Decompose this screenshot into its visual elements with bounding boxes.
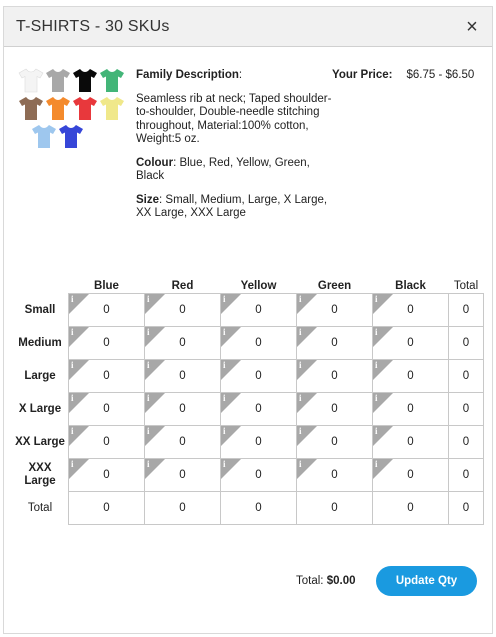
tshirt-swatch-icon bbox=[99, 95, 125, 121]
quantity-cell[interactable] bbox=[373, 360, 449, 393]
size-info: Size: Small, Medium, Large, X Large, XX Large, XXX Large bbox=[136, 193, 328, 219]
quantity-cell[interactable] bbox=[145, 393, 221, 426]
info-icon: i bbox=[71, 459, 74, 469]
quantity-cell[interactable] bbox=[69, 360, 145, 393]
modal-header bbox=[4, 7, 492, 47]
close-icon[interactable]: × bbox=[466, 15, 478, 38]
quantity-value: 0 bbox=[103, 403, 110, 415]
quantity-cell[interactable] bbox=[145, 459, 221, 492]
price-label: Your Price: bbox=[332, 69, 393, 81]
info-icon: i bbox=[299, 360, 302, 370]
quantity-cell[interactable] bbox=[221, 426, 297, 459]
tshirt-swatch-icon bbox=[45, 95, 71, 121]
info-icon: i bbox=[223, 294, 226, 304]
quantity-cell[interactable] bbox=[145, 360, 221, 393]
info-icon: i bbox=[375, 327, 378, 337]
family-description-heading: Family Description: bbox=[136, 69, 243, 81]
info-icon: i bbox=[223, 459, 226, 469]
info-icon: i bbox=[299, 426, 302, 436]
tshirt-swatch-icon bbox=[99, 67, 125, 93]
info-icon: i bbox=[147, 426, 150, 436]
modal-title: T-SHIRTS - 30 SKUs bbox=[16, 17, 170, 35]
grid-corner bbox=[12, 276, 69, 294]
quantity-value: 0 bbox=[179, 436, 186, 448]
row-header-size: X Large bbox=[18, 402, 62, 415]
quantity-cell[interactable] bbox=[69, 459, 145, 492]
info-icon: i bbox=[71, 294, 74, 304]
swatch-row bbox=[18, 67, 128, 95]
quantity-cell[interactable] bbox=[221, 327, 297, 360]
quantity-value: 0 bbox=[407, 469, 414, 481]
quantity-value: 0 bbox=[179, 403, 186, 415]
row-total-cell: 0 bbox=[449, 426, 484, 459]
tshirt-swatch-icon bbox=[45, 67, 71, 93]
quantity-cell[interactable] bbox=[297, 459, 373, 492]
tshirt-swatch-icon bbox=[31, 123, 57, 149]
quantity-value: 0 bbox=[103, 469, 110, 481]
modal-footer bbox=[4, 565, 492, 601]
row-total-cell: 0 bbox=[449, 459, 484, 492]
info-icon: i bbox=[223, 426, 226, 436]
row-header-size: XXX Large bbox=[24, 462, 56, 487]
info-icon: i bbox=[147, 360, 150, 370]
quantity-cell[interactable] bbox=[145, 294, 221, 327]
order-total: Total: $0.00 bbox=[296, 575, 356, 587]
info-icon: i bbox=[299, 294, 302, 304]
quantity-cell[interactable] bbox=[221, 459, 297, 492]
quantity-value: 0 bbox=[255, 370, 262, 382]
info-icon: i bbox=[147, 459, 150, 469]
quantity-cell[interactable] bbox=[221, 393, 297, 426]
quantity-cell[interactable] bbox=[297, 426, 373, 459]
grand-total-cell: 0 bbox=[449, 492, 484, 525]
column-header-green: Green bbox=[297, 276, 373, 294]
column-header-blue: Blue bbox=[69, 276, 145, 294]
info-icon: i bbox=[375, 459, 378, 469]
quantity-value: 0 bbox=[179, 304, 186, 316]
price-value: $6.75 - $6.50 bbox=[406, 69, 475, 81]
info-icon: i bbox=[71, 426, 74, 436]
row-header-size: Medium bbox=[18, 336, 62, 349]
info-icon: i bbox=[299, 459, 302, 469]
quantity-cell[interactable] bbox=[297, 294, 373, 327]
quantity-value: 0 bbox=[255, 403, 262, 415]
info-icon: i bbox=[223, 393, 226, 403]
size-row bbox=[12, 426, 484, 459]
quantity-value: 0 bbox=[407, 370, 414, 382]
info-icon: i bbox=[147, 294, 150, 304]
column-total-cell: 0 bbox=[145, 492, 221, 525]
swatch-row bbox=[18, 123, 128, 151]
sku-modal bbox=[3, 6, 493, 634]
info-icon: i bbox=[71, 327, 74, 337]
info-icon: i bbox=[375, 426, 378, 436]
column-total-cell: 0 bbox=[297, 492, 373, 525]
quantity-cell[interactable] bbox=[221, 360, 297, 393]
tshirt-swatch-icon bbox=[72, 67, 98, 93]
quantity-cell[interactable] bbox=[69, 294, 145, 327]
quantity-cell[interactable] bbox=[373, 294, 449, 327]
order-total-value: $0.00 bbox=[326, 575, 356, 587]
row-total-cell: 0 bbox=[449, 360, 484, 393]
info-icon: i bbox=[147, 393, 150, 403]
info-icon: i bbox=[299, 327, 302, 337]
quantity-cell[interactable] bbox=[69, 426, 145, 459]
quantity-cell[interactable] bbox=[373, 426, 449, 459]
quantity-value: 0 bbox=[407, 304, 414, 316]
info-icon: i bbox=[147, 327, 150, 337]
quantity-value: 0 bbox=[255, 469, 262, 481]
info-icon: i bbox=[71, 393, 74, 403]
quantity-value: 0 bbox=[179, 469, 186, 481]
quantity-value: 0 bbox=[255, 304, 262, 316]
quantity-grid bbox=[12, 276, 484, 525]
quantity-cell[interactable] bbox=[145, 327, 221, 360]
quantity-value: 0 bbox=[255, 337, 262, 349]
tshirt-swatch-icon bbox=[18, 95, 44, 121]
quantity-value: 0 bbox=[331, 469, 338, 481]
column-header-red: Red bbox=[145, 276, 221, 294]
size-row bbox=[12, 459, 484, 492]
quantity-cell[interactable] bbox=[297, 393, 373, 426]
size-row bbox=[12, 294, 484, 327]
quantity-cell[interactable] bbox=[373, 459, 449, 492]
quantity-value: 0 bbox=[331, 337, 338, 349]
quantity-cell[interactable] bbox=[373, 327, 449, 360]
grid-header-row bbox=[12, 276, 484, 294]
modal-content bbox=[4, 47, 492, 634]
tshirt-swatch-icon bbox=[58, 123, 84, 149]
total-row bbox=[12, 492, 484, 525]
row-header-size: XX Large bbox=[15, 435, 65, 448]
row-total-cell: 0 bbox=[449, 294, 484, 327]
row-header-total: Total bbox=[27, 501, 53, 514]
quantity-value: 0 bbox=[179, 337, 186, 349]
family-description-text: Seamless rib at neck; Taped shoulder-to-shoulder, Double-needle stitching throughout, Material:100% cotton, Weight:5 oz. bbox=[136, 92, 332, 145]
quantity-value: 0 bbox=[331, 304, 338, 316]
quantity-value: 0 bbox=[407, 403, 414, 415]
size-row bbox=[12, 393, 484, 426]
quantity-value: 0 bbox=[331, 370, 338, 382]
quantity-cell[interactable] bbox=[373, 393, 449, 426]
info-icon: i bbox=[223, 327, 226, 337]
quantity-value: 0 bbox=[103, 337, 110, 349]
quantity-table bbox=[12, 276, 484, 525]
info-icon: i bbox=[375, 294, 378, 304]
color-swatches bbox=[18, 67, 128, 151]
quantity-value: 0 bbox=[103, 370, 110, 382]
row-header-size: Small bbox=[24, 303, 56, 316]
info-icon: i bbox=[299, 393, 302, 403]
column-header-black: Black bbox=[373, 276, 449, 294]
size-row bbox=[12, 360, 484, 393]
quantity-cell[interactable] bbox=[297, 327, 373, 360]
size-row bbox=[12, 327, 484, 360]
info-icon: i bbox=[375, 393, 378, 403]
row-total-cell: 0 bbox=[449, 393, 484, 426]
info-icon: i bbox=[223, 360, 226, 370]
column-total-cell: 0 bbox=[69, 492, 145, 525]
quantity-cell[interactable] bbox=[297, 360, 373, 393]
quantity-value: 0 bbox=[103, 304, 110, 316]
info-icon: i bbox=[375, 360, 378, 370]
tshirt-swatch-icon bbox=[18, 67, 44, 93]
price-info bbox=[332, 69, 474, 81]
column-total-cell: 0 bbox=[221, 492, 297, 525]
update-qty-button[interactable]: Update Qty bbox=[376, 566, 477, 596]
quantity-cell[interactable] bbox=[69, 393, 145, 426]
tshirt-swatch-icon bbox=[72, 95, 98, 121]
quantity-cell[interactable] bbox=[145, 426, 221, 459]
row-total-cell: 0 bbox=[449, 327, 484, 360]
info-icon: i bbox=[71, 360, 74, 370]
swatch-row bbox=[18, 95, 128, 123]
quantity-value: 0 bbox=[407, 436, 414, 448]
quantity-value: 0 bbox=[103, 436, 110, 448]
column-header-yellow: Yellow bbox=[221, 276, 297, 294]
column-header-total: Total bbox=[449, 276, 484, 294]
column-total-cell: 0 bbox=[373, 492, 449, 525]
quantity-cell[interactable] bbox=[69, 327, 145, 360]
quantity-value: 0 bbox=[179, 370, 186, 382]
product-description bbox=[136, 69, 336, 231]
quantity-value: 0 bbox=[255, 436, 262, 448]
quantity-value: 0 bbox=[331, 403, 338, 415]
quantity-value: 0 bbox=[331, 436, 338, 448]
colour-info: Colour: Blue, Red, Yellow, Green, Black bbox=[136, 156, 310, 182]
quantity-cell[interactable] bbox=[221, 294, 297, 327]
row-header-size: Large bbox=[24, 369, 56, 382]
quantity-value: 0 bbox=[407, 337, 414, 349]
